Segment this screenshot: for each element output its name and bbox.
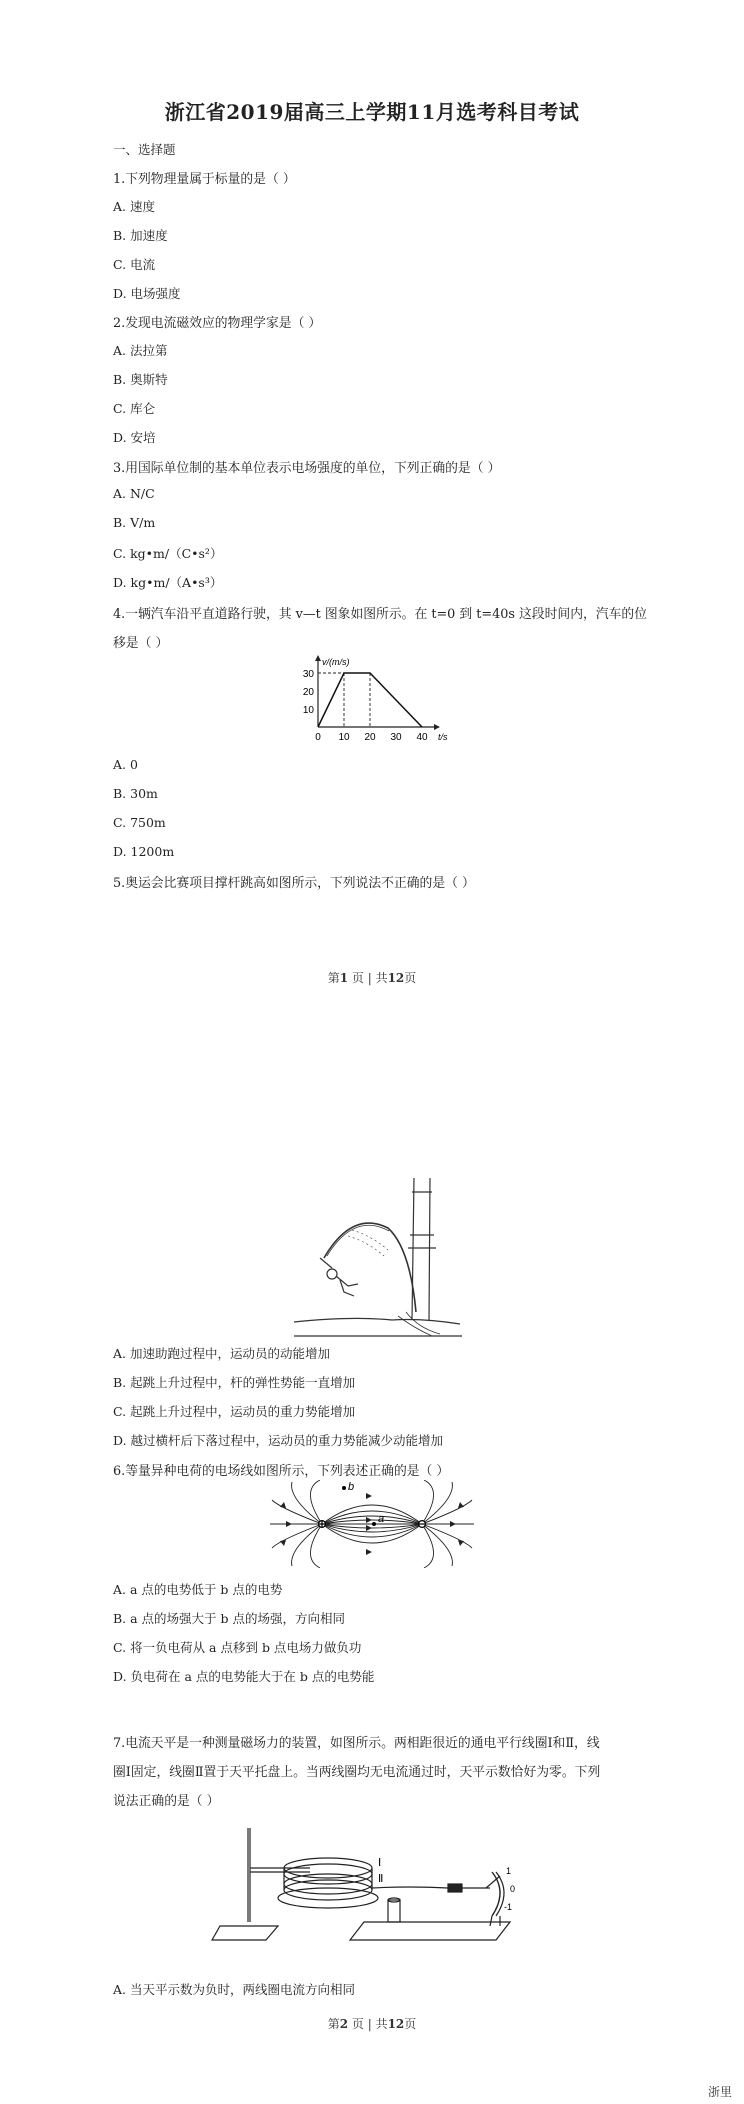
footer-page-number: 2 [339, 2017, 349, 2031]
scale-mid-label: 0 [510, 1884, 516, 1894]
field-lines-figure [270, 1480, 474, 1568]
vt-chart-marks [318, 673, 422, 727]
q3-option-d: D. kg•m/（A•s³） [113, 575, 223, 590]
q3-option-b: B. V/m [113, 515, 156, 530]
q6-option-c: C. 将一负电荷从 a 点移到 b 点电场力做负功 [113, 1640, 362, 1655]
q1-stem: 1.下列物理量属于标量的是（ ） [113, 172, 296, 187]
q7-stem-line2: 圈Ⅰ固定，线圈Ⅱ置于天平托盘上。当两线圈均无电流通过时，天平示数恰好为零。下列 [113, 1765, 601, 1780]
footer-prefix: 第 [327, 971, 340, 985]
x-tick-label: 0 [315, 732, 321, 743]
point-a-label: a [378, 1513, 385, 1525]
x-tick-label: 10 [338, 732, 350, 743]
page-1-footer [0, 969, 744, 986]
q7-option-a: A. 当天平示数为负时，两线圈电流方向相同 [113, 1982, 355, 1997]
q4-stem-line1: 4.一辆汽车沿平直道路行驶，其 v—t 图象如图所示。在 t=0 到 t=40s 这段时间内，汽车的位 [113, 607, 648, 622]
q4-option-d: D. 1200m [113, 844, 175, 859]
x-axis-arrow [434, 724, 440, 730]
q7-stem-line1: 7.电流天平是一种测量磁场力的装置，如图所示。两相距很近的通电平行线圈Ⅰ和Ⅱ，线 [113, 1736, 600, 1751]
x-tick-label: 40 [416, 732, 428, 743]
section-heading: 一、选择题 [113, 142, 176, 157]
y-tick-label: 30 [302, 669, 314, 680]
footer-prefix: 第 [327, 2017, 340, 2031]
q5-option-c: C. 起跳上升过程中，运动员的重力势能增加 [113, 1404, 356, 1419]
q1-option-c: C. 电流 [113, 257, 156, 272]
q5-option-b: B. 起跳上升过程中，杆的弹性势能一直增加 [113, 1375, 356, 1390]
q1-option-d: D. 电场强度 [113, 286, 181, 301]
page-1 [0, 0, 744, 1040]
q2-stem: 2.发现电流磁效应的物理学家是（ ） [113, 316, 322, 331]
q6-option-d: D. 负电荷在 a 点的电势能大于在 b 点的电势能 [113, 1669, 375, 1684]
q5-option-a: A. 加速助跑过程中，运动员的动能增加 [113, 1346, 330, 1361]
q6-option-b: B. a 点的场强大于 b 点的场强，方向相同 [113, 1611, 346, 1626]
q6-stem: 6.等量异种电荷的电场线如图所示，下列表述正确的是（ ） [113, 1464, 450, 1479]
page-2 [0, 1040, 744, 2104]
y-axis-arrow [315, 655, 321, 661]
x-axis-label: t/s [438, 732, 448, 742]
q1-option-b: B. 加速度 [113, 228, 168, 243]
q5-stem: 5.奥运会比赛项目撑杆跳高如图所示，下列说法不正确的是（ ） [113, 876, 475, 891]
q4-option-a: A. 0 [113, 757, 138, 772]
q3-stem: 3.用国际单位制的基本单位表示电场强度的单位，下列正确的是（ ） [113, 461, 501, 476]
q3-option-a: A. N/C [113, 486, 155, 501]
vt-chart [296, 655, 466, 745]
footer-mid: 页 | 共 [351, 2017, 388, 2031]
y-tick-label: 10 [302, 705, 314, 716]
scale-bottom-label: -1 [504, 1902, 513, 1912]
point-b-label: b [348, 1481, 355, 1493]
footer-suffix: 页 [404, 2017, 417, 2031]
q2-option-c: C. 库仑 [113, 401, 156, 416]
x-tick-label: 30 [390, 732, 402, 743]
y-axis-label: v/(m/s) [322, 657, 350, 667]
q4-stem-line2: 移是（ ） [113, 636, 169, 651]
coil-2-label: Ⅱ [378, 1873, 384, 1885]
q2-option-a: A. 法拉第 [113, 343, 168, 358]
vt-chart-axes [303, 655, 448, 743]
pole-vault-figure [292, 1140, 464, 1340]
current-balance-figure [210, 1822, 530, 1942]
q3-option-c: C. kg•m/（C•s²） [113, 546, 223, 561]
q7-stem-line3: 说法正确的是（ ） [113, 1794, 220, 1809]
q2-option-b: B. 奥斯特 [113, 372, 168, 387]
footer-page-number: 1 [339, 971, 349, 985]
q4-option-b: B. 30m [113, 786, 158, 801]
page-2-footer [0, 2015, 744, 2032]
q4-option-c: C. 750m [113, 815, 166, 830]
coil-1-label: Ⅰ [378, 1857, 382, 1869]
x-tick-label: 20 [364, 732, 376, 743]
footer-total-pages: 12 [387, 2017, 405, 2031]
footer-total-pages: 12 [387, 971, 405, 985]
corner-watermark: 浙里 [707, 2085, 732, 2099]
footer-mid: 页 | 共 [351, 971, 388, 985]
page-title: 浙江省2019届高三上学期11月选考科目考试 [164, 100, 580, 124]
q6-option-a: A. a 点的电势低于 b 点的电势 [113, 1582, 283, 1597]
q5-option-d: D. 越过横杆后下落过程中，运动员的重力势能减少动能增加 [113, 1433, 444, 1448]
scale-top-label: 1 [506, 1866, 512, 1876]
q2-option-d: D. 安培 [113, 430, 156, 445]
q1-option-a: A. 速度 [113, 199, 155, 214]
footer-suffix: 页 [404, 971, 417, 985]
y-tick-label: 20 [302, 687, 314, 698]
